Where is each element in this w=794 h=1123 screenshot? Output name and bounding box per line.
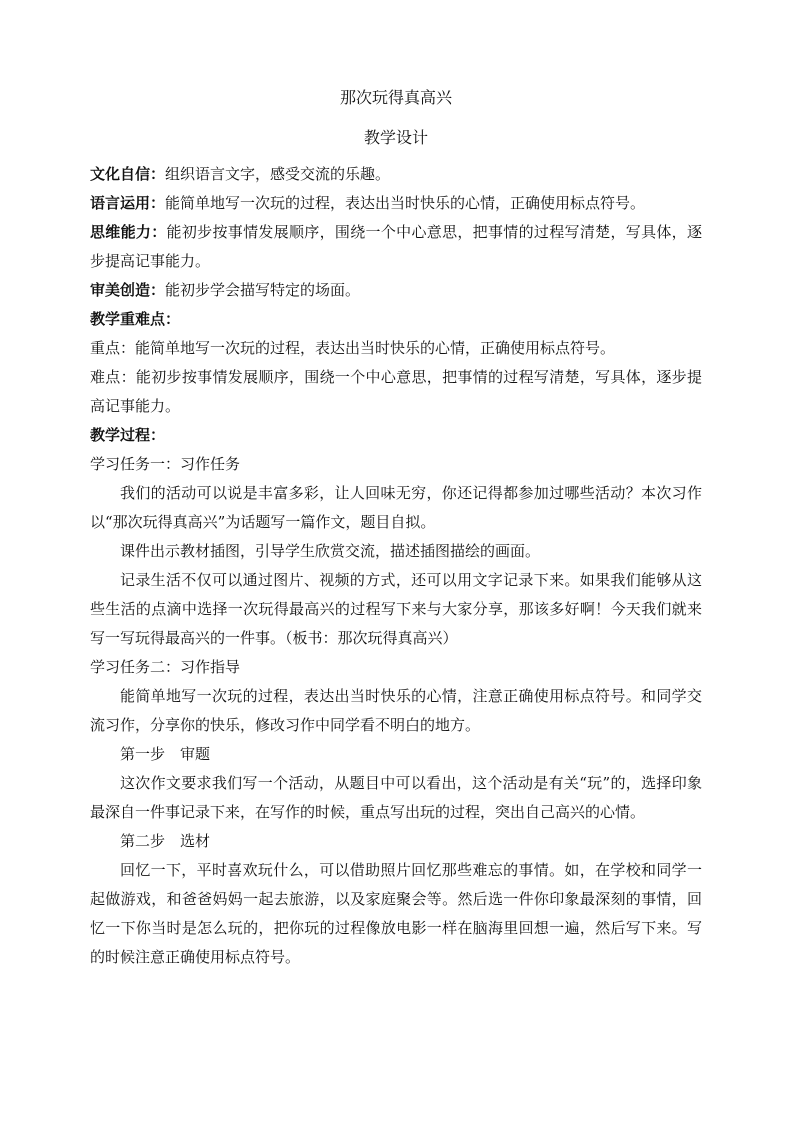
goal-label: 审美创造：	[90, 281, 166, 299]
goal-label: 思维能力：	[90, 223, 167, 241]
process-heading: 教学过程：	[90, 426, 166, 444]
document-subtitle: 教学设计	[363, 128, 428, 147]
goal-language	[90, 189, 702, 218]
step1-paragraph: 这次作文要求我们写一个活动，从题目中可以看出，这个活动是有关“玩”的，选择印象最深自一件事记录下来，在写作的时候，重点写出玩的过程，突出自己高兴的心情。	[90, 774, 702, 821]
step2-title: 第二步 选材	[120, 832, 211, 850]
goal-label: 文化自信：	[90, 165, 166, 183]
task1-paragraph-1: 我们的活动可以说是丰富多彩，让人回味无穷，你还记得都参加过哪些活动？本次习作以“那次玩得真高兴”为话题写一篇作文，题目自拟。	[90, 484, 702, 531]
task1-paragraph-3: 记录生活不仅可以通过图片、视频的方式，还可以用文字记录下来。如果我们能够从这些生活的点滴中选择一次玩得最高兴的过程写下来与大家分享，那该多好啊！今天我们就来写一写玩得最高兴的一件事。（板书：那次玩得真高兴）	[90, 571, 702, 647]
goal-text: 能简单地写一次玩的过程，表达出当时快乐的心情，正确使用标点符号。	[165, 194, 646, 212]
goal-text: 能初步学会描写特定的场面。	[165, 281, 361, 299]
task1-title: 学习任务一：习作任务	[90, 455, 241, 473]
goal-culture	[90, 160, 702, 189]
goal-label: 语言运用：	[90, 194, 166, 212]
task2-title: 学习任务二：习作指导	[90, 658, 241, 676]
task1-paragraph-2: 课件出示教材插图，引导学生欣赏交流，描述插图描绘的画面。	[120, 542, 541, 560]
goal-aesthetic	[90, 276, 702, 305]
step2-paragraph: 回忆一下，平时喜欢玩什么，可以借助照片回忆那些难忘的事情。如，在学校和同学一起做游戏，和爸爸妈妈一起去旅游，以及家庭聚会等。然后选一件你印象最深刻的事情，回忆一下你当时是怎么玩的，把你玩的过程像放电影一样在脑海里回想一遍，然后写下来。写的时候注意正确使用标点符号。	[90, 861, 702, 966]
step1-title: 第一步 审题	[120, 745, 211, 763]
document-title: 那次玩得真高兴	[339, 88, 452, 107]
difficult-point: 难点：能初步按事情发展顺序，围绕一个中心意思，把事情的过程写清楚，写具体，逐步提高记事能力。	[90, 368, 702, 415]
document-page	[90, 78, 702, 972]
task2-paragraph-1: 能简单地写一次玩的过程，表达出当时快乐的心情，注意正确使用标点符号。和同学交流习作，分享你的快乐，修改习作中同学看不明白的地方。	[90, 687, 702, 734]
goal-thinking	[90, 218, 702, 276]
key-point: 重点：能简单地写一次玩的过程，表达出当时快乐的心情，正确使用标点符号。	[90, 339, 616, 357]
key-points-heading: 教学重难点：	[90, 310, 181, 328]
goal-text: 组织语言文字，感受交流的乐趣。	[165, 165, 391, 183]
goal-text: 能初步按事情发展顺序，围绕一个中心意思，把事情的过程写清楚，写具体，逐步提高记事能力。	[90, 223, 702, 270]
